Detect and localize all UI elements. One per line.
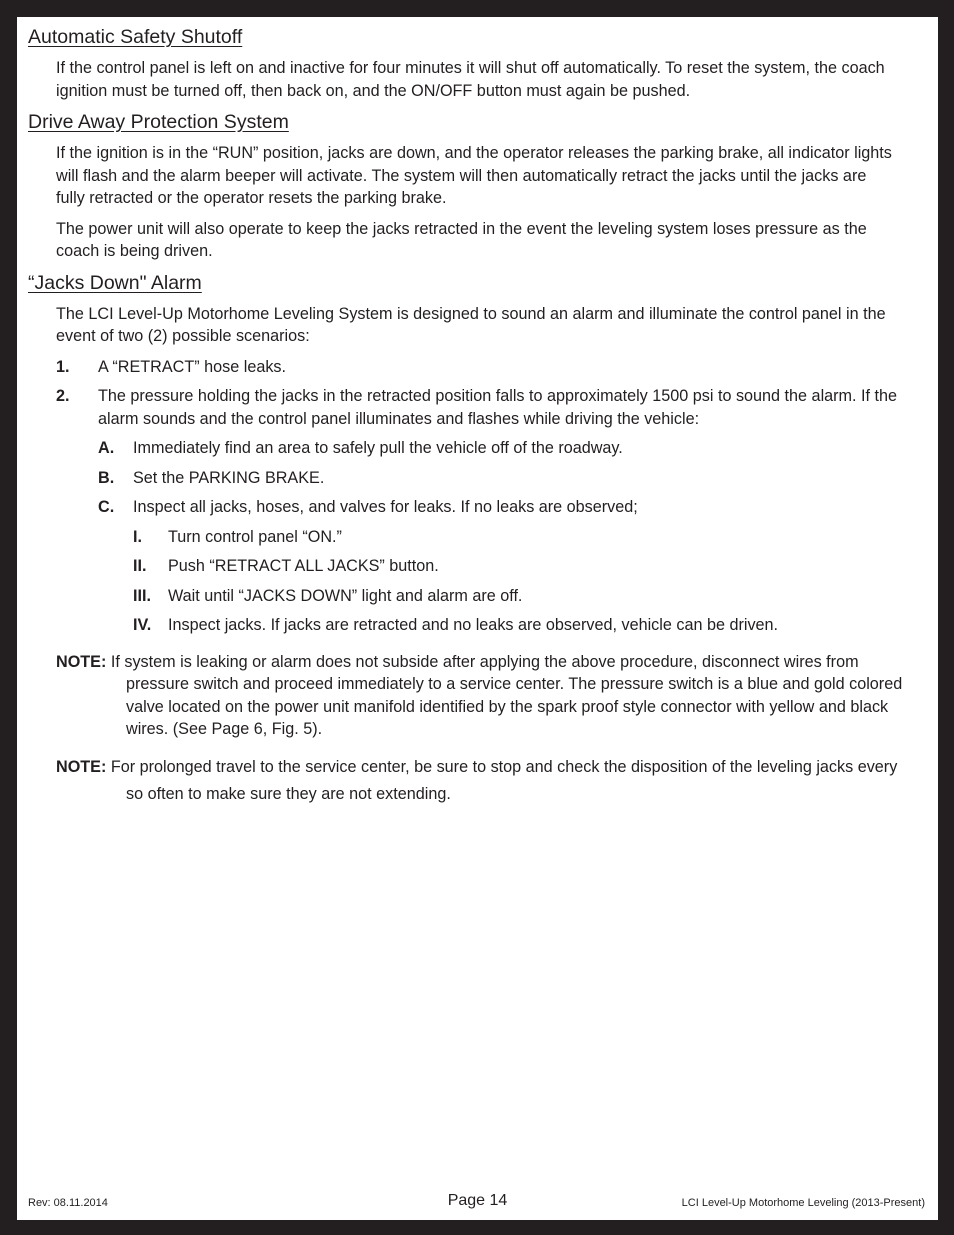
revision-date: Rev: 08.11.2014 [28,1197,108,1209]
list-text: Inspect jacks. If jacks are retracted and no leaks are observed, vehicle can be driven. [168,616,779,634]
list-roman: I. [133,527,142,546]
document-page [17,17,938,1220]
list-item [133,526,918,549]
document-title: LCI Level-Up Motorhome Leveling (2013-Present) [681,1197,925,1209]
drive-away-paragraph-1: If the ignition is in the “RUN” position, jacks are down, and the operator releases the parking brake, all indicator lights will flash and the alarm beeper will activate. The system will then automatically retract the jacks until the jacks are fully retracted or the operator resets the parking brake. [56,144,892,207]
note-text: If system is leaking or alarm does not subside after applying the above procedure, disconnect wires from pressure switch and proceed immediately to a service center. The pressure switch is a blue and gold colored valve located on the power unit manifold identified by the spark proof style connector with yellow and black wires. (See Page 6, Fig. 5). [110,652,903,738]
list-number: 1. [56,357,70,376]
section-heading-jacks-down: “Jacks Down" Alarm [28,271,202,294]
list-item [98,496,918,519]
list-item [133,585,918,608]
list-item [133,614,918,637]
jacks-down-paragraph: The LCI Level-Up Motorhome Leveling System is designed to sound an alarm and illuminate the control panel in the event of two (2) possible scenarios: [56,304,886,345]
list-item [56,385,918,430]
list-text: Push “RETRACT ALL JACKS” button. [168,557,439,575]
list-text: Inspect all jacks, hoses, and valves for leaks. If no leaks are observed; [133,498,638,516]
list-item [56,356,918,379]
note-pressure-switch [56,651,912,741]
note-label: NOTE: [56,652,107,671]
list-text: Turn control panel “ON.” [168,527,342,546]
shutoff-paragraph: If the control panel is left on and inactive for four minutes it will shut off automatically. To reset the system, the coach ignition must be turned off, then back on, and the ON/OFF button must again be pushed. [56,59,885,100]
note-text: For prolonged travel to the service center, be sure to stop and check the disposition of the leveling jacks every so often to make sure they are not extending. [110,757,898,803]
drive-away-paragraph-2: The power unit will also operate to keep the jacks retracted in the event the leveling system loses pressure as the coach is being driven. [56,219,867,260]
list-item [98,467,918,490]
list-text: The pressure holding the jacks in the retracted position falls to approximately 1500 psi to sound the alarm. If the alarm sounds and the control panel illuminates and flashes while driving the vehicle: [98,387,898,428]
page-number: Page 14 [447,1192,508,1209]
list-text: A “RETRACT” hose leaks. [98,357,287,376]
section-heading-shutoff: Automatic Safety Shutoff [28,26,243,48]
list-item [98,437,918,460]
list-letter: C. [98,498,115,516]
page-content [28,25,918,808]
list-letter: A. [98,439,115,457]
note-prolonged-travel [56,754,912,808]
list-number: 2. [56,387,70,405]
list-item [133,555,918,578]
list-text: Set the PARKING BRAKE. [133,468,325,487]
list-letter: B. [98,468,115,487]
list-roman: II. [133,557,147,575]
list-roman: III. [133,586,151,605]
list-text: Wait until “JACKS DOWN” light and alarm are off. [168,586,523,605]
note-label: NOTE: [56,757,107,776]
list-text: Immediately find an area to safely pull the vehicle off of the roadway. [133,439,623,457]
list-roman: IV. [133,616,152,634]
section-heading-drive-away: Drive Away Protection System [28,111,289,133]
